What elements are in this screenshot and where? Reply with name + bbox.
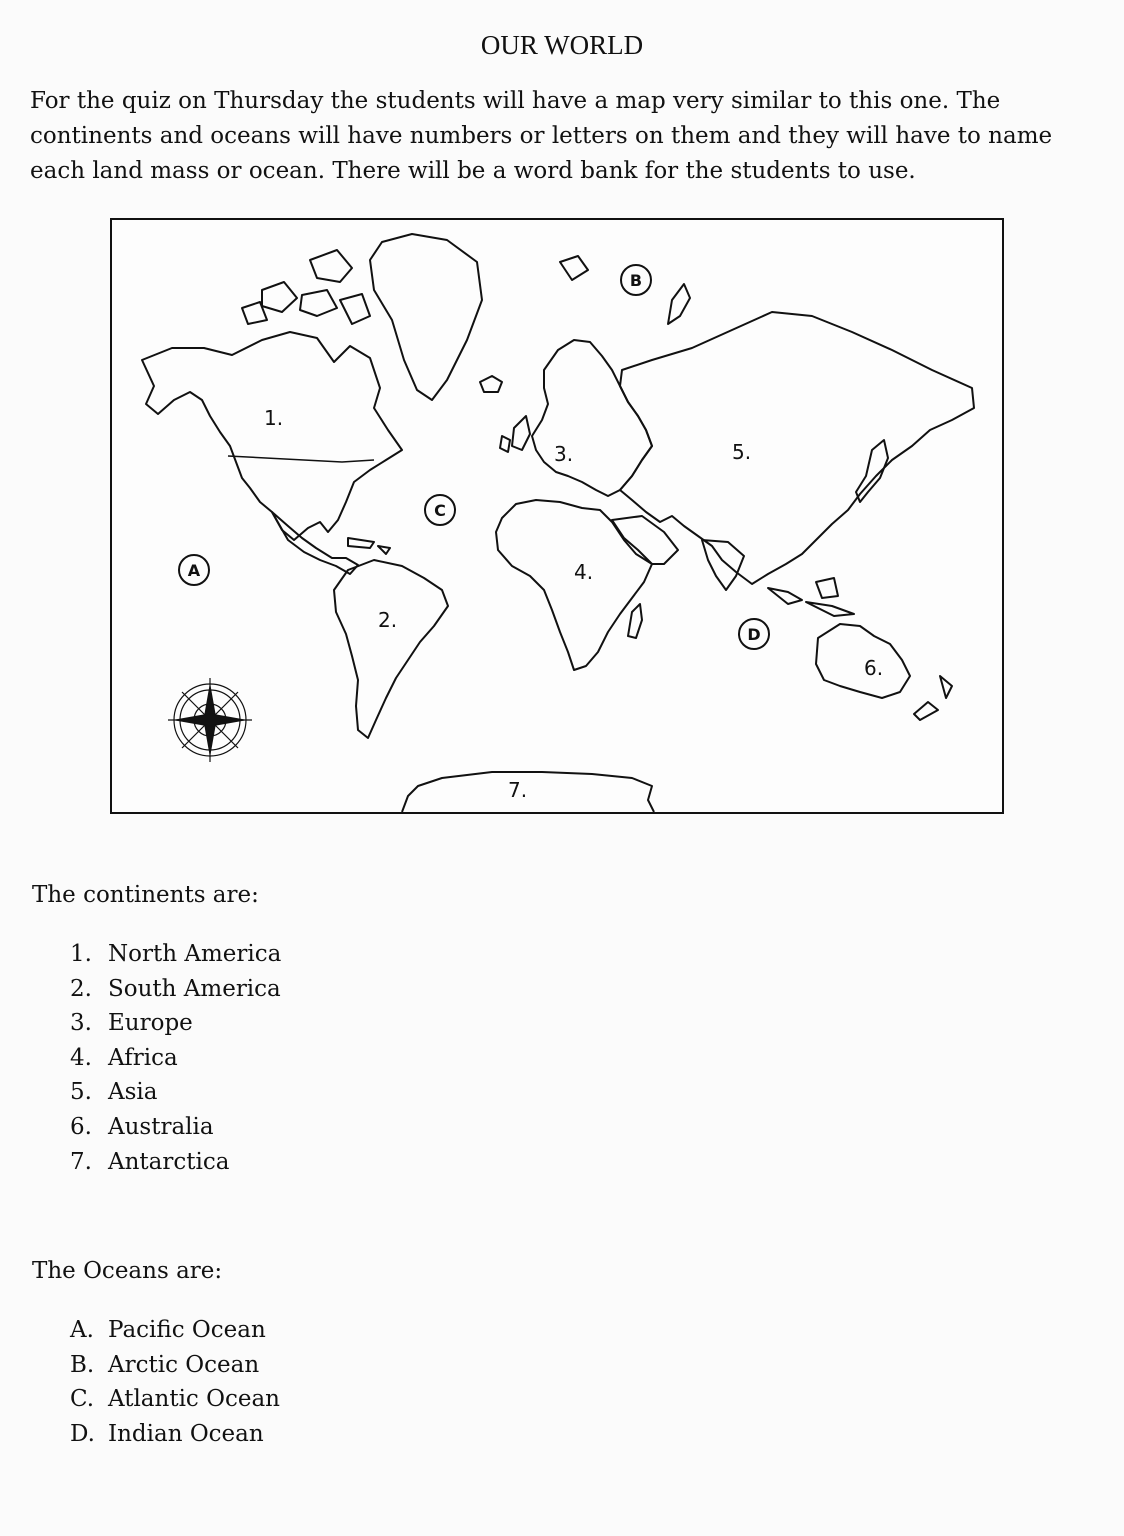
list-item-name: Europe — [108, 1010, 193, 1037]
list-marker: 7. — [70, 1148, 92, 1175]
list-marker: 1. — [70, 941, 92, 967]
list-item-name: Pacific Ocean — [108, 1317, 266, 1343]
list-item-name: Australia — [108, 1113, 214, 1140]
list-marker: D. — [70, 1420, 95, 1447]
arabia-outline — [612, 516, 678, 564]
list-item — [70, 1417, 280, 1452]
compass-rose-icon — [168, 678, 252, 762]
map-label-north-america: 1. — [264, 406, 284, 430]
page-title: OUR WORLD — [480, 30, 644, 60]
list-marker: A. — [70, 1317, 94, 1343]
list-item-name: Asia — [108, 1079, 158, 1106]
british-isles-outline — [500, 416, 530, 452]
madagascar-outline — [628, 604, 642, 638]
map-label-africa: 4. — [574, 560, 594, 584]
world-map-outline — [112, 220, 1002, 812]
map-label-australia: 6. — [864, 656, 884, 680]
iceland-outline — [480, 376, 502, 392]
list-marker: C. — [70, 1386, 95, 1413]
oceans-list — [70, 1313, 280, 1451]
list-marker: B. — [70, 1351, 95, 1378]
list-item — [70, 937, 281, 972]
map-label-europe: 3. — [554, 442, 574, 466]
list-item-name: Antarctica — [108, 1148, 230, 1175]
list-item — [70, 1348, 280, 1383]
map-label-asia: 5. — [732, 440, 752, 464]
new-zealand-outline — [914, 676, 952, 720]
list-item-name: Africa — [108, 1044, 178, 1071]
list-item — [70, 1006, 281, 1041]
list-item — [70, 1145, 281, 1180]
list-item-name: Arctic Ocean — [108, 1351, 260, 1378]
map-marker-pacific: A — [178, 554, 210, 586]
indonesia-outline — [768, 578, 854, 616]
list-item — [70, 1313, 280, 1348]
central-america-outline — [272, 512, 358, 574]
list-item — [70, 1110, 281, 1145]
list-item-name: South America — [108, 975, 281, 1002]
list-item-name: Indian Ocean — [108, 1420, 264, 1447]
caribbean-islands-outline — [348, 538, 390, 554]
map-label-south-america: 2. — [378, 608, 398, 632]
antarctica-outline — [402, 772, 654, 812]
list-item — [70, 1382, 280, 1417]
list-marker: 6. — [70, 1113, 92, 1140]
map-marker-atlantic: C — [424, 494, 456, 526]
list-marker: 3. — [70, 1010, 92, 1037]
list-item — [70, 1075, 281, 1110]
map-marker-indian: D — [738, 618, 770, 650]
oceans-heading: The Oceans are: — [32, 1258, 223, 1284]
list-item-name: North America — [108, 941, 282, 967]
continents-heading: The continents are: — [32, 882, 259, 908]
arctic-islands-outline — [242, 250, 370, 324]
australia-outline — [816, 624, 910, 698]
map-label-antarctica: 7. — [508, 778, 528, 802]
india-outline — [702, 540, 744, 590]
list-marker: 5. — [70, 1079, 92, 1106]
list-item-name: Atlantic Ocean — [108, 1386, 280, 1413]
border-line — [228, 456, 374, 462]
north-america-outline — [142, 332, 402, 540]
map-marker-arctic: B — [620, 264, 652, 296]
intro-paragraph: For the quiz on Thursday the students will have a map very similar to this one. The continents and oceans will have numbers or letters on them and they will have to name each land mass or ocean. There will be a word bank for the students to use. — [30, 88, 1053, 184]
south-america-outline — [334, 560, 448, 738]
list-item — [70, 972, 281, 1007]
greenland-outline — [370, 234, 482, 400]
africa-outline — [496, 500, 652, 670]
list-marker: 2. — [70, 975, 92, 1002]
list-item — [70, 1041, 281, 1076]
list-marker: 4. — [70, 1044, 92, 1071]
world-map — [110, 218, 1004, 814]
continents-list — [70, 937, 281, 1179]
